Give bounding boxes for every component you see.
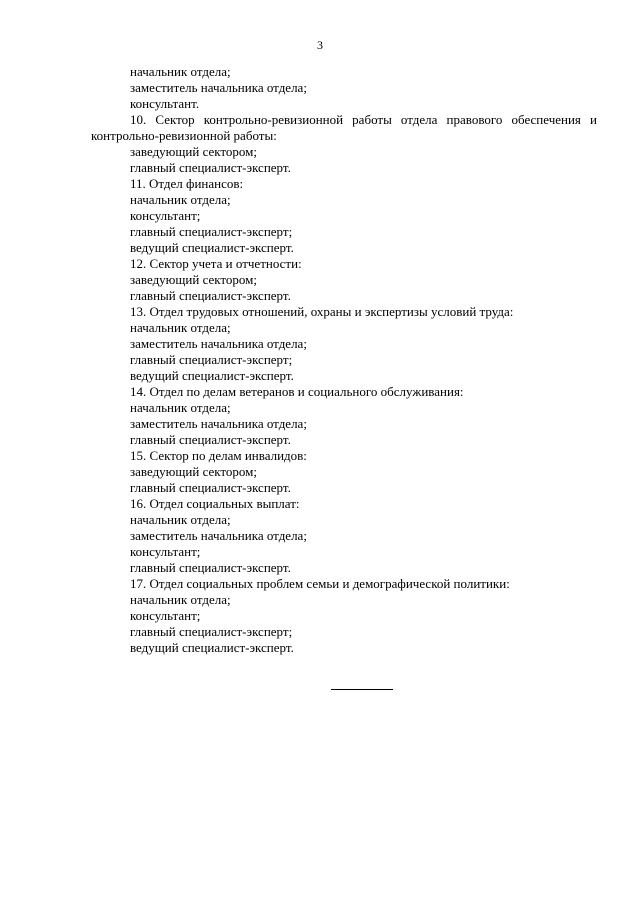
document-line: 12. Сектор учета и отчетности: xyxy=(130,256,302,271)
document-line: заместитель начальника отдела; xyxy=(130,336,307,351)
document-line: заместитель начальника отдела; xyxy=(130,80,307,95)
document-line: 11. Отдел финансов: xyxy=(130,176,244,191)
document-paragraph: 10. Сектор контрольно-ревизионной работы отдела правового обеспечения и контрольно-ревизионной работы: xyxy=(91,112,597,143)
document-line: заведующий сектором; xyxy=(130,272,258,287)
document-body xyxy=(91,64,597,656)
document-line: консультант; xyxy=(130,608,201,623)
document-line: начальник отдела; xyxy=(130,192,231,207)
document-line: ведущий специалист-эксперт. xyxy=(130,368,294,383)
document-line: ведущий специалист-эксперт. xyxy=(130,240,294,255)
document-line: консультант; xyxy=(130,544,201,559)
document-line: главный специалист-эксперт. xyxy=(130,160,291,175)
document-line: начальник отдела; xyxy=(130,512,231,527)
document-line: главный специалист-эксперт. xyxy=(130,480,291,495)
document-line: ведущий специалист-эксперт. xyxy=(130,640,294,655)
document-line: консультант. xyxy=(130,96,200,111)
document-line: 13. Отдел трудовых отношений, охраны и экспертизы условий труда: xyxy=(130,304,514,319)
document-line: заместитель начальника отдела; xyxy=(130,528,307,543)
document-line: 15. Сектор по делам инвалидов: xyxy=(130,448,307,463)
document-line: главный специалист-эксперт. xyxy=(130,560,291,575)
document-line: главный специалист-эксперт; xyxy=(130,352,293,367)
document-line: 14. Отдел по делам ветеранов и социального обслуживания: xyxy=(130,384,464,399)
document-line: начальник отдела; xyxy=(130,400,231,415)
document-line: главный специалист-эксперт; xyxy=(130,624,293,639)
document-line: главный специалист-эксперт. xyxy=(130,288,291,303)
document-line: заведующий сектором; xyxy=(130,464,258,479)
document-line: заместитель начальника отдела; xyxy=(130,416,307,431)
document-line: консультант; xyxy=(130,208,201,223)
page-number: 3 xyxy=(317,38,323,52)
document-line: заведующий сектором; xyxy=(130,144,258,159)
document-line: 16. Отдел социальных выплат: xyxy=(130,496,300,511)
document-line: начальник отдела; xyxy=(130,592,231,607)
end-divider xyxy=(331,689,393,690)
document-line: начальник отдела; xyxy=(130,64,231,79)
document-line: 17. Отдел социальных проблем семьи и демографической политики: xyxy=(130,576,510,591)
document-line: главный специалист-эксперт; xyxy=(130,224,293,239)
document-line: главный специалист-эксперт. xyxy=(130,432,291,447)
document-line: начальник отдела; xyxy=(130,320,231,335)
